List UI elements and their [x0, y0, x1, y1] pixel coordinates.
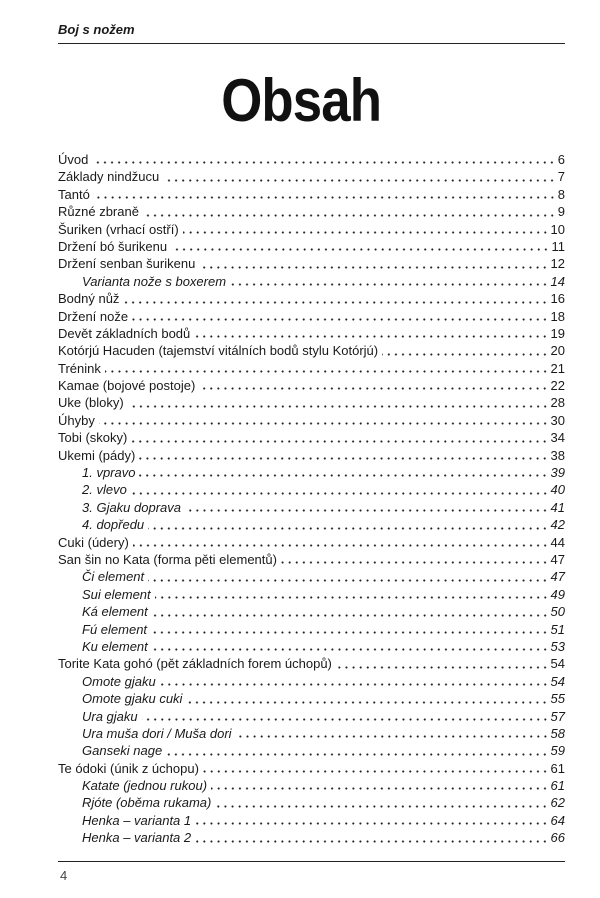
- dot-leader: [183, 231, 549, 234]
- toc-entry: [58, 760, 565, 777]
- toc-subentry: [58, 499, 565, 516]
- toc-entry-page: 47: [550, 569, 565, 585]
- toc-entry-label: Ura gjaku: [82, 708, 138, 724]
- toc-entry-label: Držení nože: [58, 308, 129, 324]
- toc-entry-label: Rjóte (oběma rukama): [82, 795, 212, 811]
- toc-entry-label: Ukemi (pády): [58, 447, 136, 463]
- dot-leader: [230, 283, 548, 286]
- dot-leader: [132, 318, 548, 321]
- dot-leader: [336, 666, 549, 669]
- toc-subentry: [58, 794, 565, 811]
- toc-entry: [58, 342, 565, 359]
- toc-entry-page: 39: [550, 465, 565, 481]
- toc-entry-label: Různé zbraně: [58, 204, 139, 220]
- toc-entry-page: 12: [550, 256, 565, 272]
- dot-leader: [94, 196, 556, 199]
- toc-entry-page: 41: [550, 499, 565, 515]
- dot-leader: [215, 805, 548, 808]
- dot-leader: [163, 179, 556, 182]
- toc-entry-page: 44: [550, 534, 565, 550]
- toc-entry-page: 66: [550, 830, 565, 846]
- toc-entry-page: 6: [557, 152, 565, 167]
- toc-entry-page: 54: [550, 656, 565, 672]
- toc-entry: [58, 325, 565, 342]
- dot-leader: [148, 579, 548, 582]
- dot-leader: [133, 544, 549, 547]
- dot-leader: [123, 301, 548, 304]
- toc-subentry: [58, 742, 565, 759]
- toc-entry-page: 59: [550, 743, 565, 759]
- toc-entry: [58, 412, 565, 429]
- toc-subentry: [58, 273, 565, 290]
- toc-entry-page: 20: [550, 343, 565, 359]
- dot-leader: [195, 822, 548, 825]
- toc-entry-label: 1. vpravo: [82, 465, 136, 481]
- toc-entry-page: 51: [550, 621, 565, 637]
- toc-entry-page: 57: [550, 708, 565, 724]
- toc-subentry: [58, 568, 565, 585]
- toc-entry: [58, 290, 565, 307]
- toc-entry: [58, 203, 565, 220]
- dot-leader: [143, 214, 556, 217]
- toc-subentry: [58, 621, 565, 638]
- toc-entry-page: 64: [550, 812, 565, 828]
- toc-entry-label: Držení senban šurikenu: [58, 256, 196, 272]
- toc-subentry: [58, 464, 565, 481]
- toc-entry-label: Fú element: [82, 621, 148, 637]
- toc-subentry: [58, 638, 565, 655]
- dot-leader: [185, 509, 549, 512]
- toc-subentry: [58, 725, 565, 742]
- dot-leader: [199, 387, 548, 390]
- toc-entry-label: Kamae (bojové postoje): [58, 378, 196, 394]
- toc-entry-page: 58: [550, 725, 565, 741]
- toc-entry-label: Ká element: [82, 604, 148, 620]
- toc-entry-label: Henka – varianta 1: [82, 812, 192, 828]
- toc-entry: [58, 186, 565, 203]
- toc-entry-label: Te ódoki (únik z úchopu): [58, 760, 199, 776]
- toc-entry-page: 16: [550, 291, 565, 307]
- toc-entry-label: Tobi (skoky): [58, 430, 128, 446]
- toc-entry-page: 10: [550, 221, 565, 237]
- toc-subentry: [58, 586, 565, 603]
- header-rule: [58, 43, 565, 44]
- toc-entry: [58, 308, 565, 325]
- dot-leader: [99, 422, 549, 425]
- toc-entry-label: Omote gjaku: [82, 673, 156, 689]
- toc-entry-page: 42: [550, 517, 565, 533]
- toc-entry-label: Torite Kata gohó (pět základních forem úchopů): [58, 656, 332, 672]
- toc-entry-label: Šuriken (vrhací ostří): [58, 221, 179, 237]
- toc-entry: [58, 221, 565, 238]
- toc-entry: [58, 255, 565, 272]
- toc-entry-label: Uke (bloky): [58, 395, 124, 411]
- toc-entry-page: 8: [557, 186, 565, 202]
- dot-leader: [92, 161, 555, 164]
- toc-entry-label: Bodný nůž: [58, 291, 120, 307]
- dot-leader: [152, 614, 549, 617]
- toc-entry-page: 50: [550, 604, 565, 620]
- toc-entry-label: Či element: [82, 569, 145, 585]
- toc-entry: [58, 360, 565, 377]
- toc-entry: [58, 151, 565, 168]
- dot-leader: [186, 701, 548, 704]
- toc-entry-label: Základy nindžucu: [58, 169, 160, 185]
- toc-entry-page: 61: [550, 760, 565, 776]
- toc-entry-label: Katate (jednou rukou): [82, 778, 208, 794]
- toc-entry: [58, 429, 565, 446]
- dot-leader: [171, 248, 549, 251]
- toc-entry-label: Henka – varianta 2: [82, 830, 192, 846]
- toc-entry-label: Omote gjaku cuki: [82, 691, 183, 707]
- toc-entry: [58, 377, 565, 394]
- dot-leader: [382, 353, 548, 356]
- dot-leader: [151, 631, 548, 634]
- dot-leader: [194, 335, 548, 338]
- toc-entry: [58, 447, 565, 464]
- toc-entry-page: 34: [550, 430, 565, 446]
- toc-entry-label: Devět základních bodů: [58, 325, 191, 341]
- dot-leader: [199, 266, 548, 269]
- toc-subentry: [58, 777, 565, 794]
- toc-subentry: [58, 690, 565, 707]
- toc-entry-label: Ganseki nage: [82, 743, 163, 759]
- toc-entry-label: San šin no Kata (forma pěti elementů): [58, 551, 277, 567]
- toc-entry: [58, 655, 565, 672]
- dot-leader: [128, 405, 549, 408]
- toc-entry-page: 53: [550, 638, 565, 654]
- dot-leader: [139, 457, 548, 460]
- toc-entry-label: Varianta nože s boxerem: [82, 273, 227, 289]
- toc-entry-label: Trénink: [58, 360, 101, 376]
- dot-leader: [155, 596, 549, 599]
- toc-entry-page: 7: [557, 169, 565, 185]
- toc-entry-label: Ku element: [82, 638, 148, 654]
- toc-entry-label: Ura muša dori / Muša dori: [82, 725, 232, 741]
- page-title: Obsah: [221, 67, 382, 134]
- toc-entry-page: 11: [551, 238, 565, 254]
- dot-leader: [105, 370, 549, 373]
- toc-subentry: [58, 829, 565, 846]
- page-number: 4: [60, 868, 68, 883]
- dot-leader: [211, 787, 549, 790]
- dot-leader: [236, 735, 549, 738]
- toc-entry-label: Držení bó šurikenu: [58, 238, 168, 254]
- toc-entry-label: Úvod: [58, 152, 89, 167]
- dot-leader: [142, 718, 549, 721]
- toc-entry-page: 38: [550, 447, 565, 463]
- dot-leader: [281, 561, 549, 564]
- toc-entry-page: 55: [550, 691, 565, 707]
- toc-subentry: [58, 516, 565, 533]
- toc-entry: [58, 238, 565, 255]
- toc-subentry: [58, 673, 565, 690]
- dot-leader: [160, 683, 549, 686]
- toc-subentry: [58, 603, 565, 620]
- toc-entry-label: 2. vlevo: [82, 482, 127, 498]
- toc-entry-label: Kotórjú Hacuden (tajemství vitálních bodů stylu Kotórjú): [58, 343, 379, 359]
- toc-entry-label: 4. dopředu: [82, 517, 145, 533]
- toc-entry-page: 49: [550, 586, 565, 602]
- toc-entry-label: Cuki (údery): [58, 534, 129, 550]
- dot-leader: [203, 770, 549, 773]
- toc-subentry: [58, 812, 565, 829]
- toc-entry: [58, 168, 565, 185]
- toc-entry-page: 21: [550, 360, 565, 376]
- toc-entry-page: 9: [557, 204, 565, 220]
- toc-entry-label: Tantó: [58, 186, 90, 202]
- toc-entry-page: 22: [550, 378, 565, 394]
- toc-entry-page: 61: [550, 778, 565, 794]
- toc-subentry: [58, 708, 565, 725]
- dot-leader: [131, 440, 548, 443]
- toc-entry-label: Úhyby: [58, 412, 95, 428]
- dot-leader: [195, 840, 548, 843]
- toc-entry-page: 30: [550, 412, 565, 428]
- toc-entry-label: Sui element: [82, 586, 151, 602]
- dot-leader: [139, 474, 548, 477]
- toc-entry: [58, 534, 565, 551]
- dot-leader: [166, 753, 548, 756]
- toc-entry-page: 62: [550, 795, 565, 811]
- footer-rule: [58, 861, 565, 862]
- toc-entry-page: 40: [550, 482, 565, 498]
- running-head: Boj s nožem: [58, 22, 135, 37]
- toc-entry-page: 47: [550, 551, 565, 567]
- toc-entry-label: 3. Gjaku doprava: [82, 499, 182, 515]
- toc-subentry: [58, 481, 565, 498]
- toc-entry-page: 54: [550, 673, 565, 689]
- dot-leader: [148, 527, 548, 530]
- toc-entry-page: 18: [550, 308, 565, 324]
- toc-entry: [58, 551, 565, 568]
- toc-entry-page: 19: [550, 325, 565, 341]
- toc-entry-page: 28: [550, 395, 565, 411]
- dot-leader: [152, 648, 549, 651]
- toc-entry-page: 14: [550, 273, 565, 289]
- dot-leader: [131, 492, 549, 495]
- toc-entry: [58, 394, 565, 411]
- table-of-contents: [58, 151, 565, 847]
